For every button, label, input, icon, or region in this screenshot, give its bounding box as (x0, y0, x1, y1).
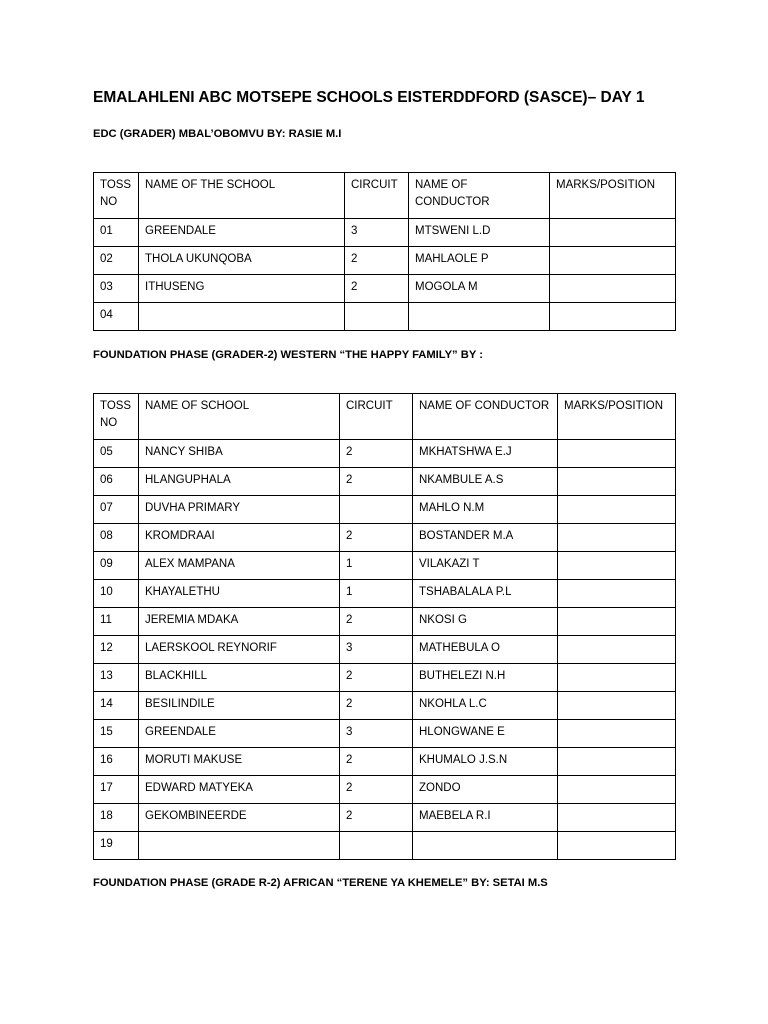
column-header-school-name: NAME OF SCHOOL (139, 394, 340, 440)
table-header-row (94, 394, 676, 440)
circuit-cell: 2 (340, 748, 413, 776)
marks-position-cell (558, 552, 676, 580)
toss-no-cell: 12 (94, 636, 139, 664)
table-row (94, 275, 676, 303)
conductor-cell: TSHABALALA P.L (413, 580, 558, 608)
circuit-cell: 2 (340, 692, 413, 720)
conductor-cell: MAHLAOLE P (409, 247, 550, 275)
conductor-cell: KHUMALO J.S.N (413, 748, 558, 776)
conductor-cell: NKAMBULE A.S (413, 468, 558, 496)
conductor-cell: NKOSI G (413, 608, 558, 636)
toss-no-cell: 03 (94, 275, 139, 303)
table-row (94, 580, 676, 608)
table-row (94, 636, 676, 664)
circuit-cell (345, 303, 409, 331)
column-header-circuit: CIRCUIT (345, 173, 409, 219)
circuit-cell: 3 (340, 720, 413, 748)
column-header-school-name: NAME OF THE SCHOOL (139, 173, 345, 219)
table-row (94, 524, 676, 552)
table-row (94, 247, 676, 275)
circuit-cell: 2 (340, 440, 413, 468)
toss-no-cell: 14 (94, 692, 139, 720)
school-name-cell: NANCY SHIBA (139, 440, 340, 468)
circuit-cell: 2 (340, 608, 413, 636)
school-name-cell: LAERSKOOL REYNORIF (139, 636, 340, 664)
marks-position-cell (558, 440, 676, 468)
column-header-conductor: NAME OF CONDUCTOR (413, 394, 558, 440)
section-heading-foundation-african: FOUNDATION PHASE (GRADE R-2) AFRICAN “TERENE YA KHEMELE” BY: SETAI M.S (93, 877, 548, 889)
school-name-cell: HLANGUPHALA (139, 468, 340, 496)
marks-position-cell (558, 636, 676, 664)
conductor-cell: NKOHLA L.C (413, 692, 558, 720)
marks-position-cell (558, 748, 676, 776)
circuit-cell: 1 (340, 580, 413, 608)
column-header-toss-no: TOSS NO (94, 173, 139, 219)
marks-position-cell (550, 303, 676, 331)
conductor-cell: BUTHELEZI N.H (413, 664, 558, 692)
column-header-toss-no: TOSS NO (94, 394, 139, 440)
toss-no-cell: 07 (94, 496, 139, 524)
table-row (94, 832, 676, 860)
conductor-cell: MAHLO N.M (413, 496, 558, 524)
school-name-cell: JEREMIA MDAKA (139, 608, 340, 636)
marks-position-cell (558, 580, 676, 608)
school-name-cell: DUVHA PRIMARY (139, 496, 340, 524)
schedule-table-foundation-western (93, 393, 676, 860)
marks-position-cell (558, 524, 676, 552)
circuit-cell: 1 (340, 552, 413, 580)
circuit-cell: 2 (345, 247, 409, 275)
school-name-cell: EDWARD MATYEKA (139, 776, 340, 804)
circuit-cell: 2 (340, 524, 413, 552)
section-heading-edc: EDC (GRADER) MBAL’OBOMVU BY: RASIE M.I (93, 128, 342, 140)
document-title: EMALAHLENI ABC MOTSEPE SCHOOLS EISTERDDFORD (SASCE)– DAY 1 (93, 89, 645, 106)
toss-no-cell: 06 (94, 468, 139, 496)
school-name-cell: THOLA UKUNQOBA (139, 247, 345, 275)
conductor-cell (409, 303, 550, 331)
marks-position-cell (558, 468, 676, 496)
conductor-cell (413, 832, 558, 860)
table-row (94, 804, 676, 832)
table-row (94, 692, 676, 720)
conductor-cell: MAEBELA R.I (413, 804, 558, 832)
toss-no-cell: 13 (94, 664, 139, 692)
marks-position-cell (558, 664, 676, 692)
marks-position-cell (558, 776, 676, 804)
conductor-cell: HLONGWANE E (413, 720, 558, 748)
toss-no-cell: 19 (94, 832, 139, 860)
table-row (94, 468, 676, 496)
table-row (94, 748, 676, 776)
table-row (94, 608, 676, 636)
toss-no-cell: 11 (94, 608, 139, 636)
circuit-cell: 2 (340, 468, 413, 496)
schedule-table-edc (93, 172, 676, 331)
marks-position-cell (558, 804, 676, 832)
table-row (94, 776, 676, 804)
circuit-cell: 2 (345, 275, 409, 303)
marks-position-cell (558, 496, 676, 524)
circuit-cell (340, 496, 413, 524)
school-name-cell: BLACKHILL (139, 664, 340, 692)
conductor-cell: MOGOLA M (409, 275, 550, 303)
table-row (94, 552, 676, 580)
column-header-marks-position: MARKS/POSITION (558, 394, 676, 440)
marks-position-cell (558, 608, 676, 636)
marks-position-cell (558, 720, 676, 748)
table-row (94, 664, 676, 692)
table-row (94, 440, 676, 468)
column-header-marks-position: MARKS/POSITION (550, 173, 676, 219)
school-name-cell: GREENDALE (139, 219, 345, 247)
school-name-cell (139, 303, 345, 331)
school-name-cell: GREENDALE (139, 720, 340, 748)
school-name-cell: KROMDRAAI (139, 524, 340, 552)
table-row (94, 496, 676, 524)
marks-position-cell (550, 219, 676, 247)
conductor-cell: MATHEBULA O (413, 636, 558, 664)
conductor-cell: VILAKAZI T (413, 552, 558, 580)
toss-no-cell: 17 (94, 776, 139, 804)
toss-no-cell: 10 (94, 580, 139, 608)
marks-position-cell (558, 832, 676, 860)
circuit-cell: 3 (340, 636, 413, 664)
school-name-cell: GEKOMBINEERDE (139, 804, 340, 832)
circuit-cell: 2 (340, 664, 413, 692)
circuit-cell: 2 (340, 804, 413, 832)
conductor-cell: BOSTANDER M.A (413, 524, 558, 552)
toss-no-cell: 02 (94, 247, 139, 275)
circuit-cell (340, 832, 413, 860)
marks-position-cell (550, 275, 676, 303)
section-heading-foundation-western: FOUNDATION PHASE (GRADER-2) WESTERN “THE HAPPY FAMILY” BY : (93, 349, 483, 361)
toss-no-cell: 15 (94, 720, 139, 748)
toss-no-cell: 08 (94, 524, 139, 552)
table-row (94, 720, 676, 748)
conductor-cell: MTSWENI L.D (409, 219, 550, 247)
school-name-cell: BESILINDILE (139, 692, 340, 720)
column-header-conductor: NAME OF CONDUCTOR (409, 173, 550, 219)
school-name-cell (139, 832, 340, 860)
table-row (94, 303, 676, 331)
toss-no-cell: 04 (94, 303, 139, 331)
toss-no-cell: 09 (94, 552, 139, 580)
toss-no-cell: 05 (94, 440, 139, 468)
toss-no-cell: 16 (94, 748, 139, 776)
conductor-cell: ZONDO (413, 776, 558, 804)
marks-position-cell (550, 247, 676, 275)
circuit-cell: 2 (340, 776, 413, 804)
circuit-cell: 3 (345, 219, 409, 247)
school-name-cell: ITHUSENG (139, 275, 345, 303)
toss-no-cell: 01 (94, 219, 139, 247)
marks-position-cell (558, 692, 676, 720)
school-name-cell: ALEX MAMPANA (139, 552, 340, 580)
table-header-row (94, 173, 676, 219)
table-row (94, 219, 676, 247)
school-name-cell: KHAYALETHU (139, 580, 340, 608)
conductor-cell: MKHATSHWA E.J (413, 440, 558, 468)
toss-no-cell: 18 (94, 804, 139, 832)
column-header-circuit: CIRCUIT (340, 394, 413, 440)
school-name-cell: MORUTI MAKUSE (139, 748, 340, 776)
